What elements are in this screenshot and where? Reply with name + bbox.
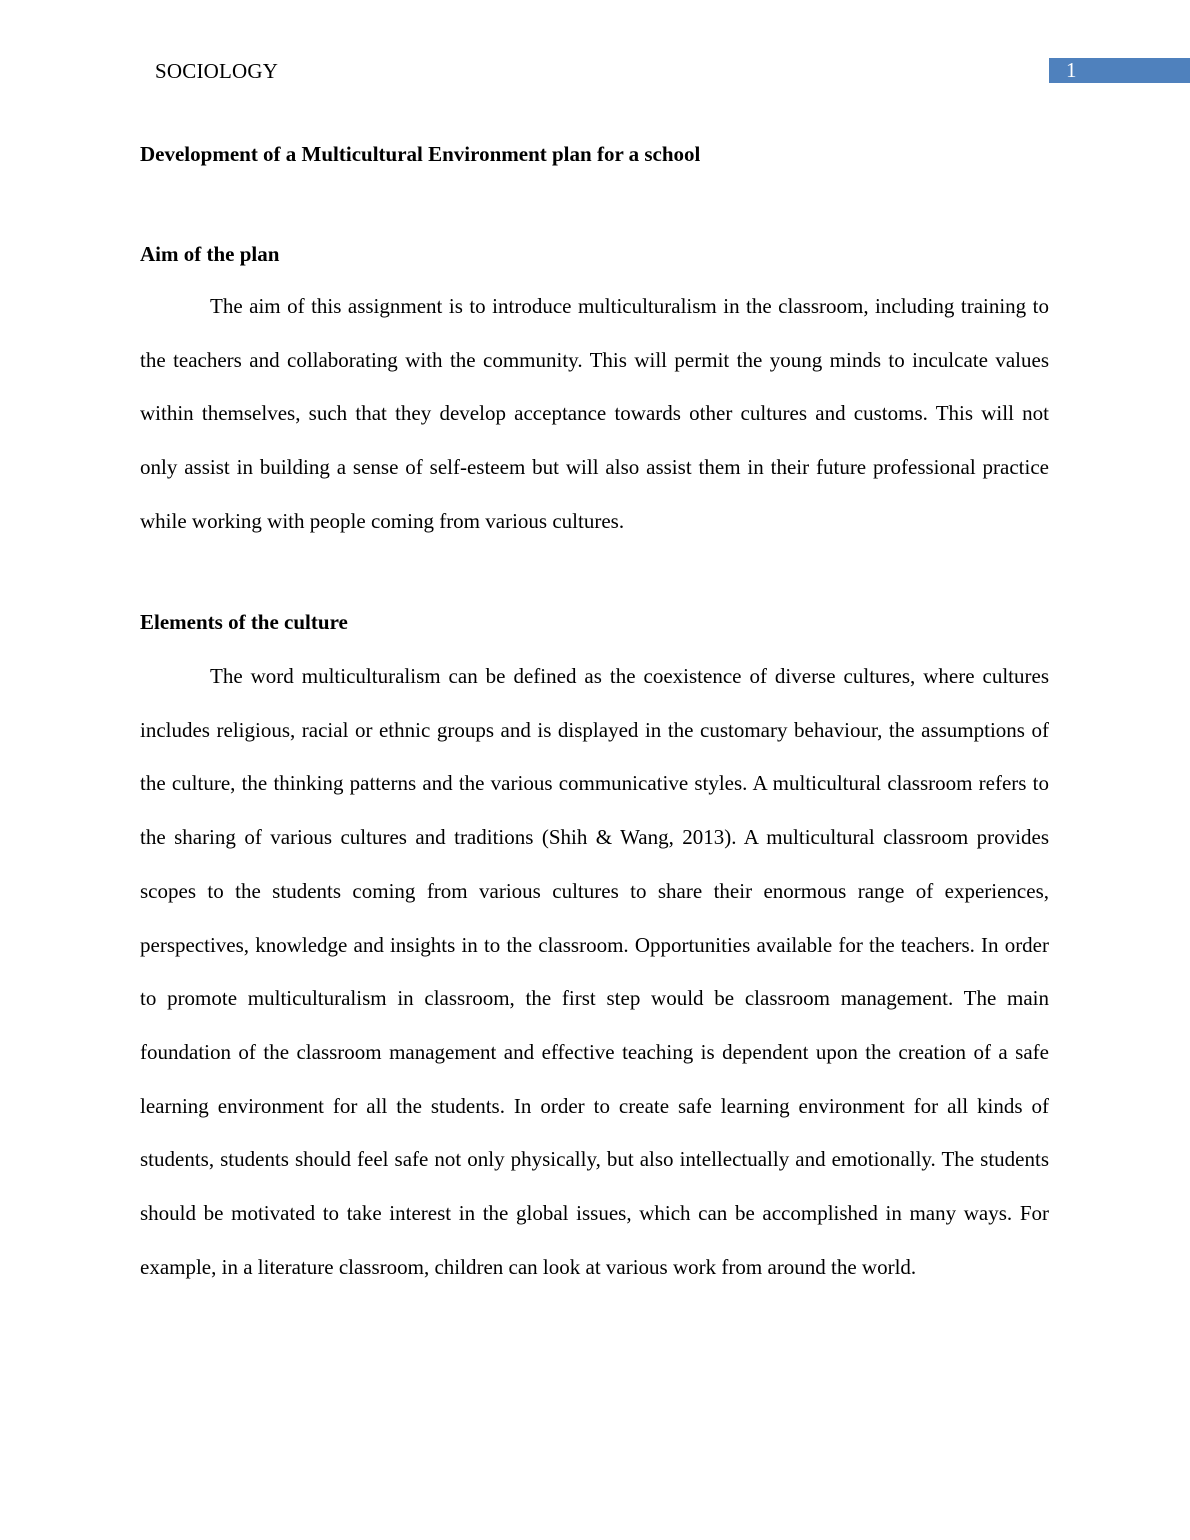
section-heading-aim: Aim of the plan [140,242,280,266]
page-number: 1 [1066,58,1077,82]
running-head: SOCIOLOGY [155,59,279,83]
section-body-elements: The word multiculturalism can be defined as the coexistence of diverse cultures, where cultures includes religious, racial or ethnic groups and is displayed in the customary behaviour, the assumptions of the culture, the thinking patterns and the various communicative styles. A multicultural classroom refers to the sharing of various cultures and traditions (Shih & Wang, 2013). A multicultural classroom provides scopes to the students coming from various cultures to share their enormous range of experiences, perspectives, knowledge and insights in to the classroom. Opportunities available for the teachers. In order to promote multiculturalism in classroom, the first step would be classroom management. The main foundation of the classroom management and effective teaching is dependent upon the creation of a safe learning environment for all the students. In order to create safe learning environment for all kinds of students, students should feel safe not only physically, but also intellectually and emotionally. The students should be motivated to take interest in the global issues, which can be accomplished in many ways. For example, in a literature classroom, children can look at various work from around the world. [140,664,1049,1279]
section-body-aim: The aim of this assignment is to introduce multiculturalism in the classroom, including training to the teachers and collaborating with the community. This will permit the young minds to inculcate values within themselves, such that they develop acceptance towards other cultures and customs. This will not only assist in building a sense of self-esteem but will also assist them in their future professional practice while working with people coming from various cultures. [140,294,1049,533]
page-number-bar [1049,58,1190,83]
section-heading-elements: Elements of the culture [140,610,348,634]
document-title: Development of a Multicultural Environment plan for a school [140,142,701,166]
